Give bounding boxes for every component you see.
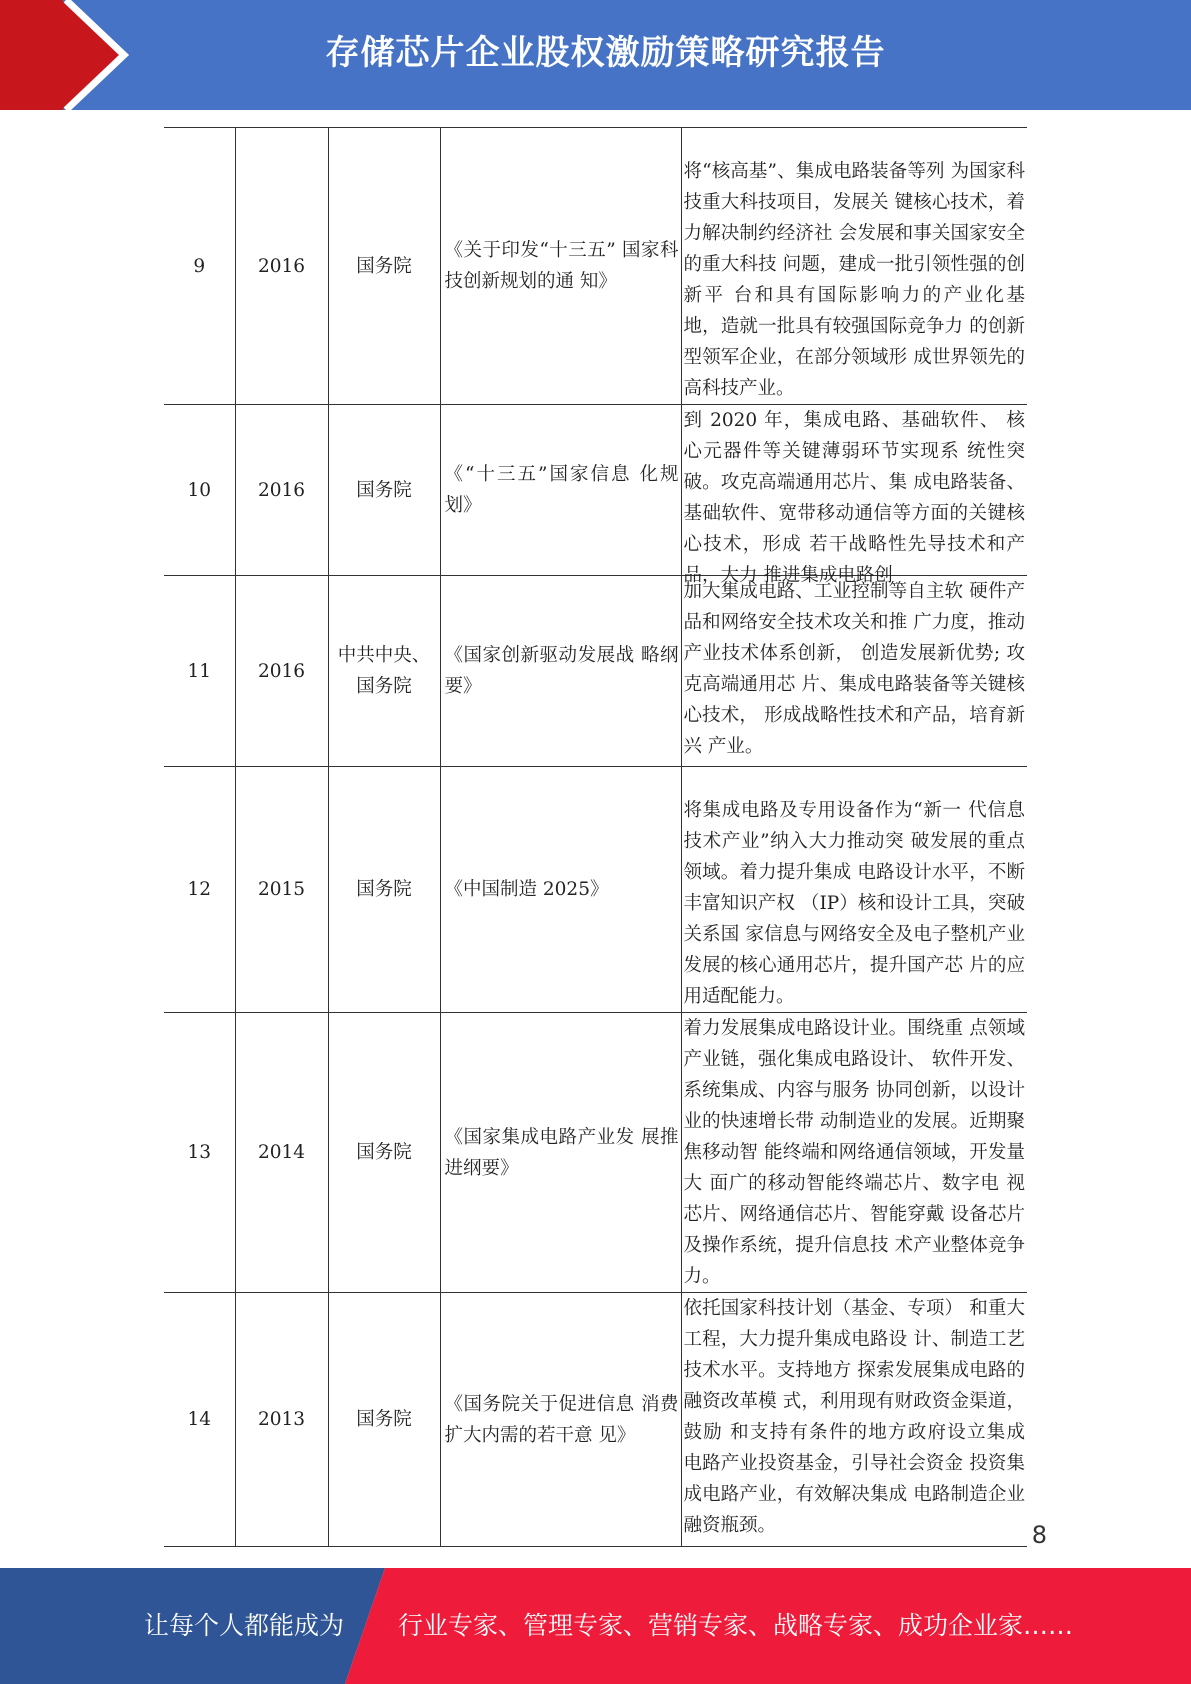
row-content-text: 将“核高基”、集成电路装备等列 为国家科技重大科技项目，发展关 键核心技术，着力解决制约经济社 会发展和事关国家安全的重大科技 问题，建成一批引领性强的创新平 台和具有国际影响力的产业化基 地，造就一批具有较强国际竞争力 的创新型领军企业，在部分领域形 成世界领先的高科技产业。 bbox=[683, 161, 1025, 399]
row-content-text: 依托国家科技计划（基金、专项） 和重大工程，大力提升集成电路设 计、制造工艺技术水平。支持地方 探索发展集成电路的融资改革模 式，利用现有财政资金渠道，鼓励 和支持有条件的地方政府设立集成 电路产业投资基金，引导社会资金 投资集成电路产业，有效解决集成 电路制造企业融资瓶颈。 bbox=[683, 1298, 1025, 1536]
row-issuer: 国务院 bbox=[328, 128, 440, 405]
row-year: 2016 bbox=[235, 405, 328, 576]
row-content-text: 加大集成电路、工业控制等自主软 硬件产品和网络安全技术攻关和推 广力度，推动产业技术体系创新， 创造发展新优势; 攻克高端通用芯 片、集成电路装备等关键核心技术， 形成战略性技术和产品，培育新兴 产业。 bbox=[683, 581, 1025, 757]
row-number: 11 bbox=[164, 576, 235, 767]
row-issuer: 国务院 bbox=[328, 1013, 440, 1293]
report-title: 存储芯片企业股权激励策略研究报告 bbox=[325, 33, 886, 73]
policy-table bbox=[164, 127, 1027, 1547]
row-content bbox=[681, 767, 1027, 1013]
table-row bbox=[164, 128, 1027, 405]
row-year: 2016 bbox=[235, 128, 328, 405]
row-year: 2013 bbox=[235, 1293, 328, 1547]
row-document: 《关于印发“十三五” 国家科技创新规划的通 知》 bbox=[440, 128, 681, 405]
row-content-text: 着力发展集成电路设计业。围绕重 点领域产业链，强化集成电路设计、 软件开发、系统集成、内容与服务 协同创新，以设计业的快速增长带 动制造业的发展。近期聚焦移动智 能终端和网络通信领域，开发量大 面广的移动智能终端芯片、数字电 视芯片、网络通信芯片、智能穿戴 设备芯片及操作系统，提升信息技 术产业整体竞争力。 bbox=[683, 1018, 1025, 1287]
footer-slogan-left: 让每个人都能成为 bbox=[144, 1611, 345, 1640]
table-row bbox=[164, 767, 1027, 1013]
table-row bbox=[164, 405, 1027, 576]
row-number: 12 bbox=[164, 767, 235, 1013]
row-year: 2016 bbox=[235, 576, 328, 767]
row-document: 《国家集成电路产业发 展推进纲要》 bbox=[440, 1013, 681, 1293]
row-issuer: 国务院 bbox=[328, 1293, 440, 1547]
row-number: 9 bbox=[164, 128, 235, 405]
row-year: 2015 bbox=[235, 767, 328, 1013]
row-content bbox=[681, 405, 1027, 586]
row-year: 2014 bbox=[235, 1013, 328, 1293]
row-content-text: 将集成电路及专用设备作为“新一 代信息技术产业”纳入大力推动突 破发展的重点领域。着力提升集成 电路设计水平，不断丰富知识产权 （IP）核和设计工具，突破关系国 家信息与网络安全及电子整机产业 发展的核心通用芯片，提升国产芯 片的应用适配能力。 bbox=[683, 800, 1025, 1007]
page-number: 8 bbox=[1031, 1521, 1047, 1549]
row-document: 《中国制造 2025》 bbox=[440, 767, 681, 1013]
row-document: 《国务院关于促进信息 消费扩大内需的若干意 见》 bbox=[440, 1293, 681, 1547]
row-issuer: 中共中央、国务院 bbox=[328, 576, 440, 767]
row-content bbox=[681, 1013, 1027, 1293]
row-issuer: 国务院 bbox=[328, 405, 440, 576]
row-number: 10 bbox=[164, 405, 235, 576]
page-header bbox=[0, 0, 1191, 110]
footer-slogan-right: 行业专家、管理专家、营销专家、战略专家、成功企业家…… bbox=[398, 1611, 1074, 1640]
row-content bbox=[681, 1293, 1027, 1547]
table-row bbox=[164, 576, 1027, 767]
row-content bbox=[681, 128, 1027, 405]
row-number: 14 bbox=[164, 1293, 235, 1547]
row-number: 13 bbox=[164, 1013, 235, 1293]
page-footer bbox=[0, 1568, 1191, 1684]
row-document: 《国家创新驱动发展战 略纲要》 bbox=[440, 576, 681, 767]
row-document: 《“十三五”国家信息 化规划》 bbox=[440, 405, 681, 576]
row-content bbox=[681, 576, 1027, 767]
row-issuer: 国务院 bbox=[328, 767, 440, 1013]
table-row bbox=[164, 1013, 1027, 1293]
table-row bbox=[164, 1293, 1027, 1547]
row-content-text: 到 2020 年，集成电路、基础软件、 核心元器件等关键薄弱环节实现系 统性突破。攻克高端通用芯片、集 成电路装备、基础软件、宽带移动通信等方面的关键核心技术，形成 若干战略性先导技术和产品，大力 推进集成电路创 bbox=[683, 410, 1025, 586]
